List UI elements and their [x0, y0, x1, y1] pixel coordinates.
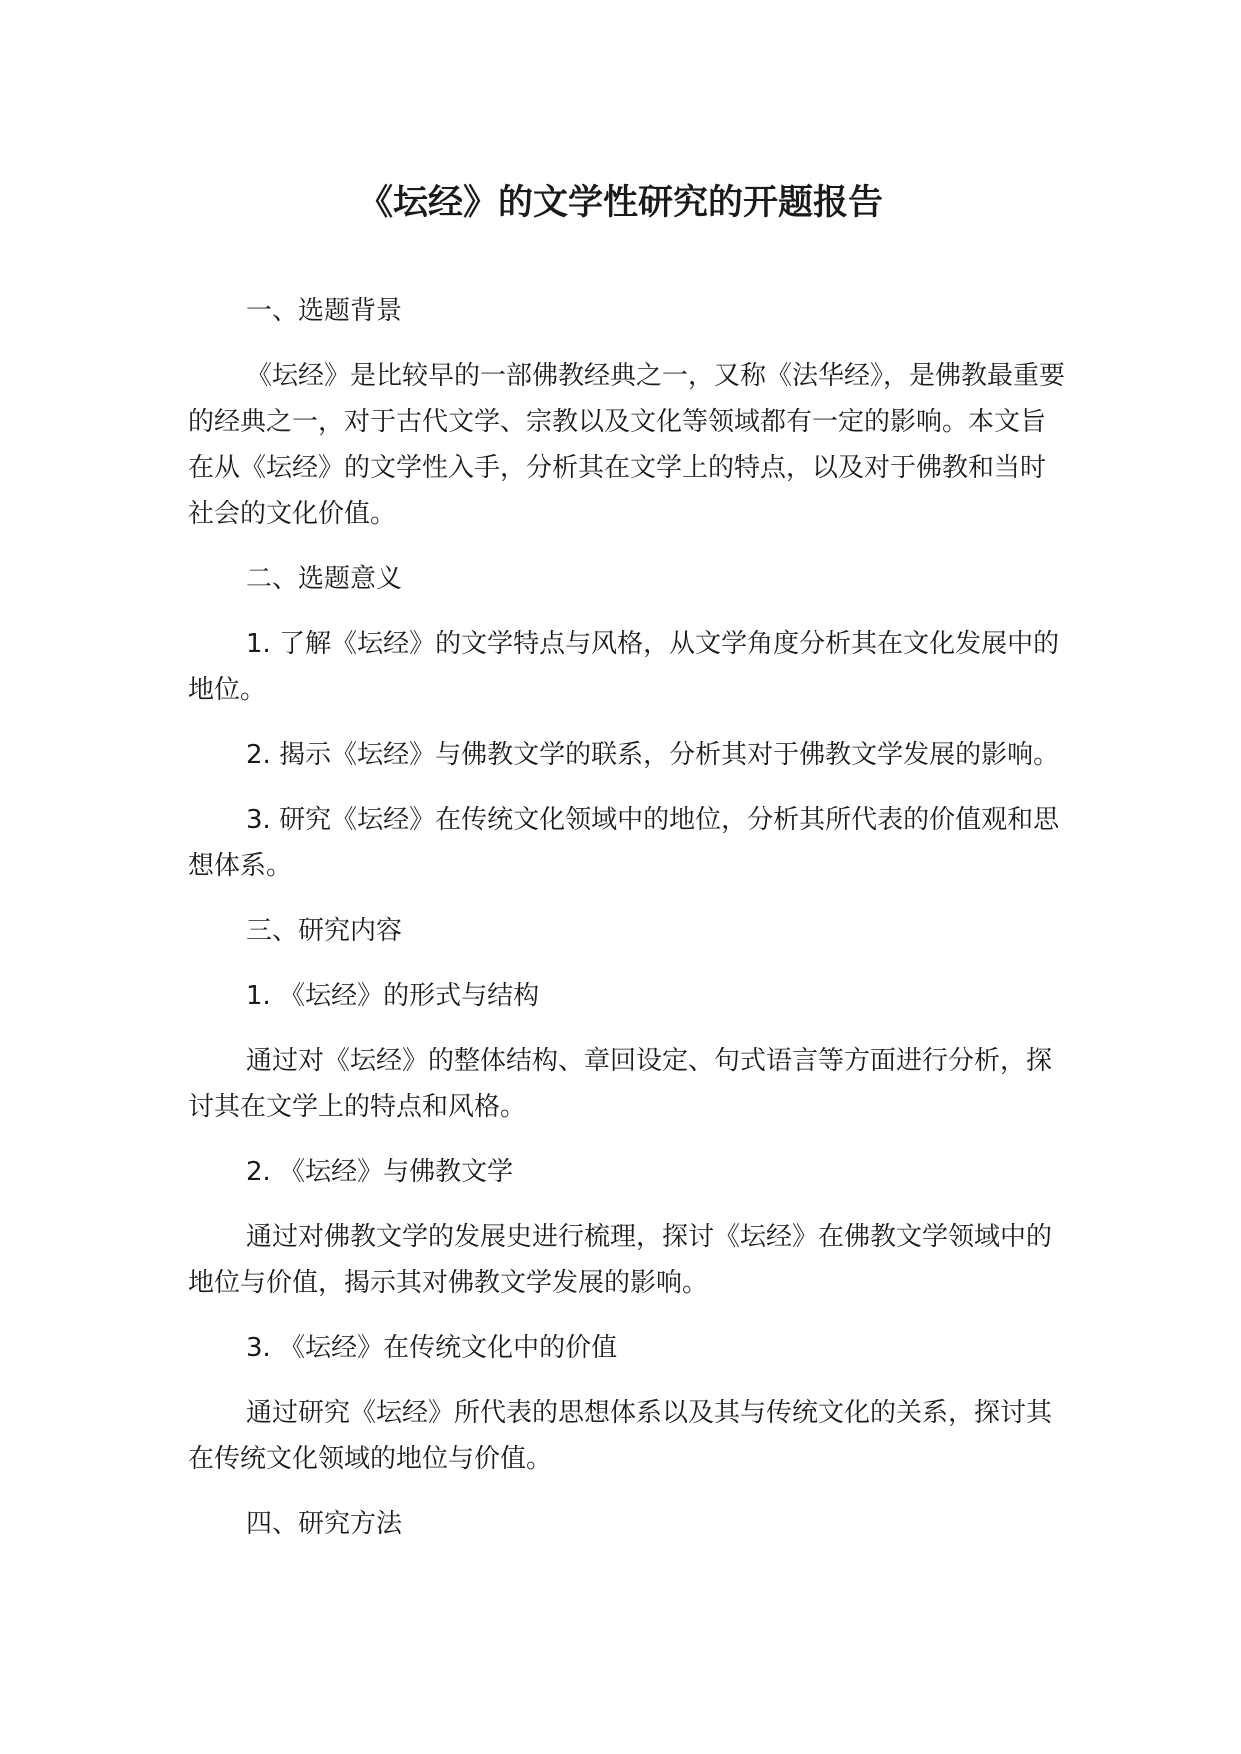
section-heading-methods: 四、研究方法 — [246, 1509, 403, 1539]
content-paragraph-2: 通过对佛教文学的发展史进行梳理，探讨《坛经》在佛教文学领域中的地位与价值，揭示其对佛教文学发展的影响。 — [188, 1222, 1053, 1298]
content-subheading-3: 3. 《坛经》在传统文化中的价值 — [246, 1333, 618, 1363]
significance-item-1: 1. 了解《坛经》的文学特点与风格，从文学角度分析其在文化发展中的地位。 — [188, 629, 1060, 705]
section-heading-background: 一、选题背景 — [246, 296, 403, 326]
content-subheading-2: 2. 《坛经》与佛教文学 — [246, 1157, 514, 1187]
document-title: 《坛经》的文学性研究的开题报告 — [357, 183, 883, 223]
content-subheading-1: 1. 《坛经》的形式与结构 — [246, 981, 540, 1011]
section-heading-content: 三、研究内容 — [246, 916, 403, 946]
section-heading-significance: 二、选题意义 — [246, 564, 403, 594]
content-paragraph-3: 通过研究《坛经》所代表的思想体系以及其与传统文化的关系，探讨其在传统文化领域的地位与价值。 — [188, 1398, 1053, 1474]
significance-item-2: 2. 揭示《坛经》与佛教文学的联系，分析其对于佛教文学发展的影响。 — [246, 740, 1060, 770]
significance-item-3: 3. 研究《坛经》在传统文化领域中的地位，分析其所代表的价值观和思想体系。 — [188, 805, 1060, 881]
paragraph-background: 《坛经》是比较早的一部佛教经典之一，又称《法华经》，是佛教最重要的经典之一，对于古代文学、宗教以及文化等领域都有一定的影响。本文旨在从《坛经》的文学性入手，分析其在文学上的特点，以及对于佛教和当时社会的文化价值。 — [188, 361, 1066, 529]
document-body — [188, 288, 1068, 1566]
content-paragraph-1: 通过对《坛经》的整体结构、章回设定、句式语言等方面进行分析，探讨其在文学上的特点和风格。 — [188, 1046, 1053, 1122]
